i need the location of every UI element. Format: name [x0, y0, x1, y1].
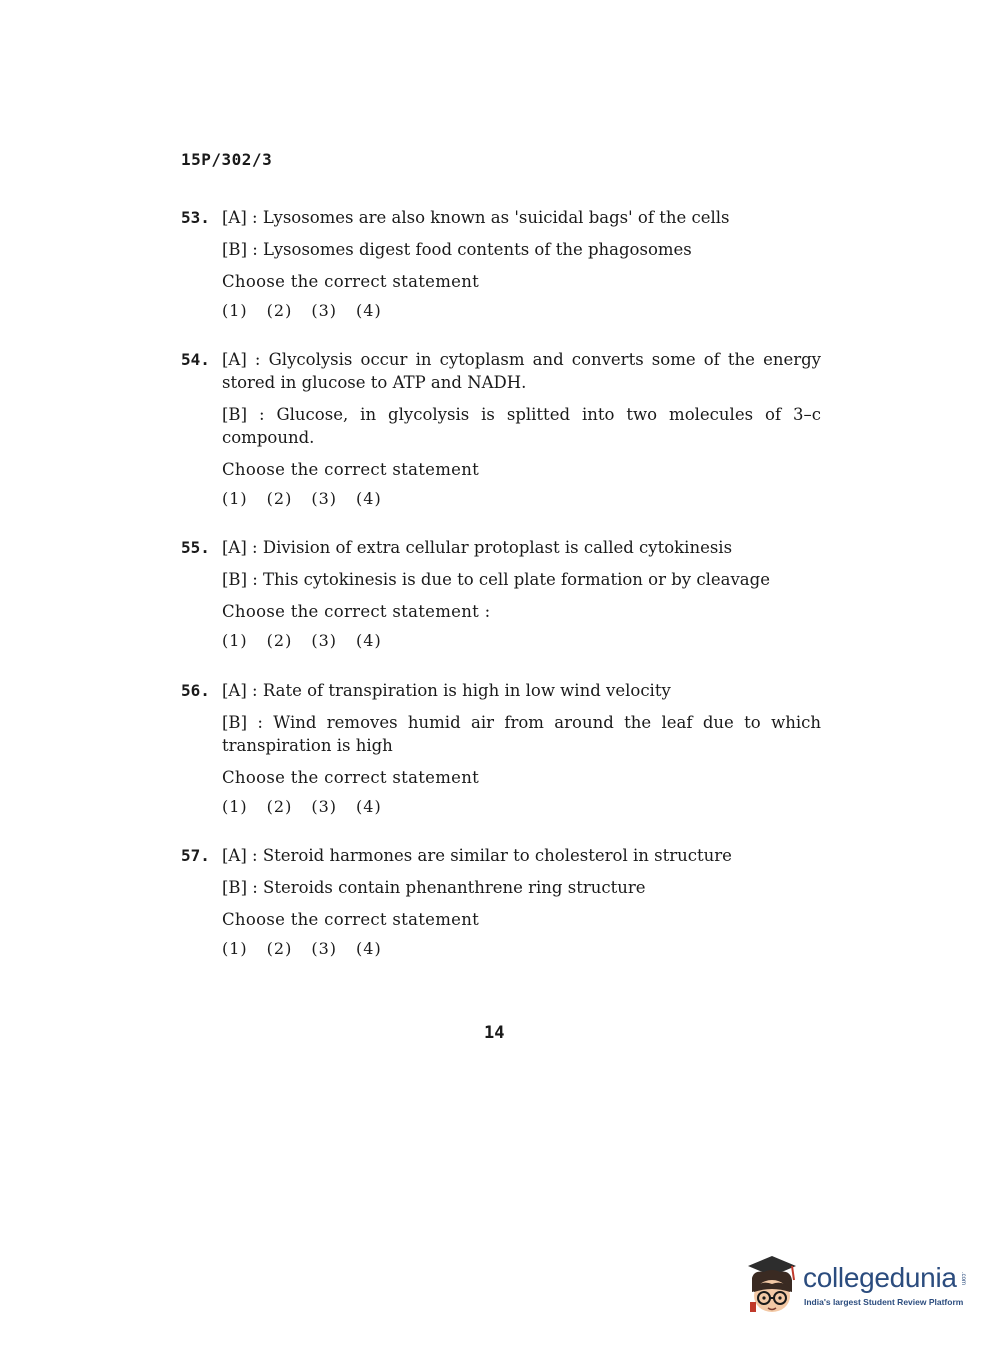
- statement-a: [A] : Glycolysis occur in cytoplasm and converts some of the energy stored in glucose to ATP and NADH.: [222, 350, 821, 392]
- question-body: [222, 679, 821, 818]
- choose-prompt: Choose the correct statement: [222, 910, 480, 929]
- paper-code: 15P/302/3: [181, 150, 273, 169]
- option-3: (3): [311, 797, 338, 816]
- option-4: (4): [356, 797, 382, 816]
- choose-prompt: Choose the correct statement: [222, 460, 480, 479]
- answer-options: [222, 795, 821, 818]
- statement-b: [B] : This cytokinesis is due to cell plate formation or by cleavage: [222, 570, 770, 589]
- statement-a: [A] : Division of extra cellular protoplast is called cytokinesis: [222, 538, 733, 557]
- question-number: 55.: [181, 538, 210, 557]
- option-3: (3): [311, 301, 338, 320]
- question-number: 57.: [181, 846, 210, 865]
- statement-b: [B] : Steroids contain phenanthrene ring structure: [222, 878, 646, 897]
- option-2: (2): [266, 797, 293, 816]
- option-4: (4): [356, 301, 382, 320]
- answer-options: [222, 487, 821, 510]
- question-body: [222, 844, 821, 960]
- question-number: 56.: [181, 681, 210, 700]
- question-55: [181, 536, 821, 652]
- statement-a: [A] : Steroid harmones are similar to cholesterol in structure: [222, 846, 732, 865]
- option-4: (4): [356, 939, 382, 958]
- statement-b: [B] : Wind removes humid air from around the leaf due to which transpiration is high: [222, 713, 821, 755]
- option-2: (2): [266, 939, 293, 958]
- answer-options: [222, 299, 821, 322]
- option-4: (4): [356, 631, 382, 650]
- question-57: [181, 844, 821, 960]
- option-2: (2): [266, 489, 293, 508]
- option-3: (3): [311, 631, 338, 650]
- option-3: (3): [311, 939, 338, 958]
- option-1: (1): [222, 489, 248, 508]
- answer-options: [222, 937, 821, 960]
- choose-prompt: Choose the correct statement :: [222, 602, 491, 621]
- brand-domain-suffix: .com: [960, 1272, 966, 1286]
- question-53: [181, 206, 821, 322]
- answer-options: [222, 629, 821, 652]
- option-2: (2): [266, 631, 293, 650]
- mascot-icon: [742, 1252, 800, 1318]
- statement-a: [A] : Lysosomes are also known as 'suicidal bags' of the cells: [222, 208, 730, 227]
- option-1: (1): [222, 631, 248, 650]
- option-2: (2): [266, 301, 293, 320]
- option-3: (3): [311, 489, 338, 508]
- question-56: [181, 679, 821, 818]
- statement-b: [B] : Lysosomes digest food contents of the phagosomes: [222, 240, 692, 259]
- brand-name: collegedunia: [803, 1262, 957, 1293]
- option-4: (4): [356, 489, 382, 508]
- brand-tagline: India's largest Student Review Platform: [804, 1297, 964, 1307]
- option-1: (1): [222, 797, 248, 816]
- statement-b: [B] : Glucose, in glycolysis is splitted into two molecules of 3–c compound.: [222, 405, 821, 447]
- option-1: (1): [222, 301, 248, 320]
- question-number: 53.: [181, 208, 210, 227]
- question-54: [181, 348, 821, 510]
- option-1: (1): [222, 939, 248, 958]
- collegedunia-logo: [742, 1252, 972, 1322]
- choose-prompt: Choose the correct statement: [222, 768, 480, 787]
- question-body: [222, 348, 821, 510]
- statement-a: [A] : Rate of transpiration is high in low wind velocity: [222, 681, 671, 700]
- question-body: [222, 206, 821, 322]
- page-number: 14: [484, 1023, 505, 1043]
- question-body: [222, 536, 821, 652]
- question-number: 54.: [181, 350, 210, 369]
- choose-prompt: Choose the correct statement: [222, 272, 480, 291]
